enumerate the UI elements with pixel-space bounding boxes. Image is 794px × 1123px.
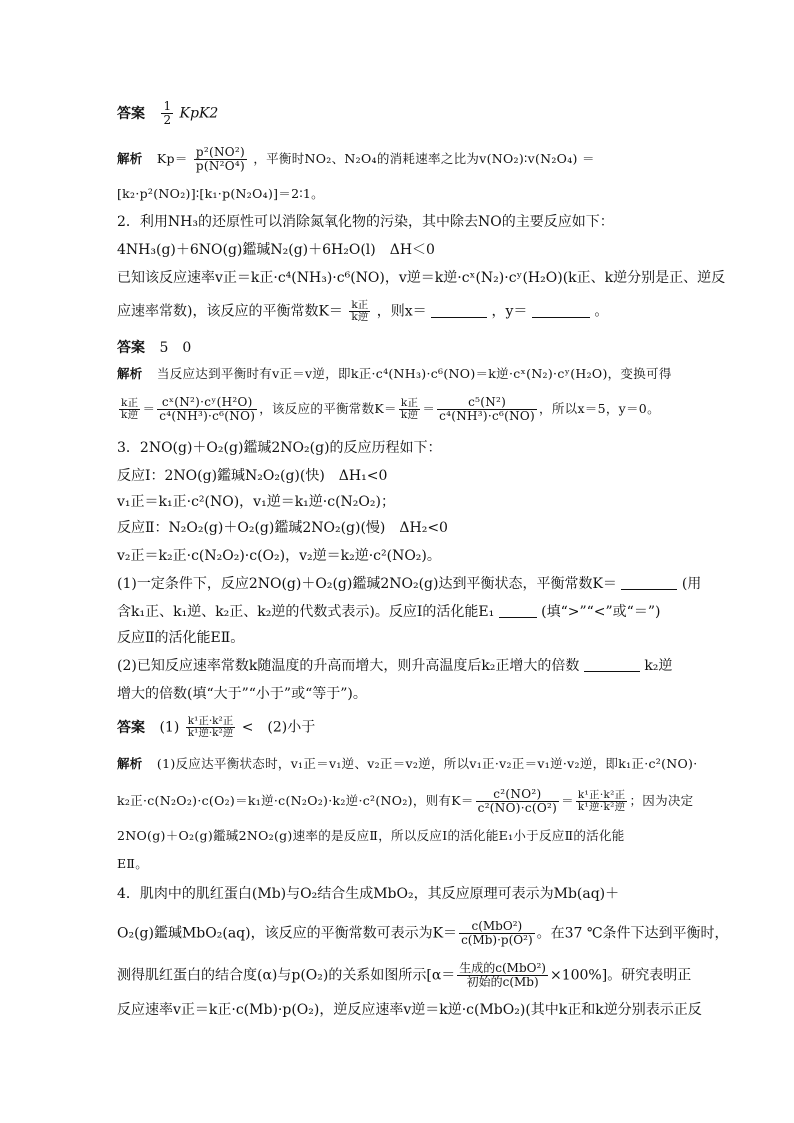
answer-label: 答案	[117, 340, 145, 356]
question-3-reaction-2: 反应Ⅱ：N₂O₂(g)＋O₂(g)鑑瑊2NO₂(g)(慢) ΔH₂<0	[117, 520, 448, 536]
answer-blank-e1[interactable]	[499, 603, 537, 618]
analysis-3-line-2: k₂正·c(N₂O₂)·c(O₂)＝k₁逆·c(N₂O₂)·k₂逆·c²(NO₂)，则有K＝ $\frac{\text{c²(NO²)}}{\text{c²(NO)·c(O²)}}$ ＝ $\frac{\text{k¹正·k²正}}{\text{k¹逆·k²逆}}$ ；因为决定	[117, 787, 694, 815]
answer-blank-compare[interactable]	[584, 657, 640, 672]
question-3-part-1: (1)一定条件下，反应2NO(g)＋O₂(g)鑑瑊2NO₂(g)达到平衡状态，平衡常数K＝ (用	[117, 576, 702, 592]
analysis-2-line-2: $\frac{\text{k正}}{\text{k逆}}$ ＝ $\frac{\text{cˣ(N²)·cʸ(H²O)}}{\text{c⁴(NH³)·c⁶(NO)}}$ ，该反应的平衡常数K＝ $\frac{\text{k正}}{\text{k逆}}$ ＝ $\frac{\text{c⁵(N²)}}{\text{c⁴(NH³)·c⁶(NO)}}$ ，所以x＝5，y＝0。	[121, 395, 660, 423]
question-3-part-2-end: 增大的倍数(填“大于”“小于”或“等于”)。	[117, 686, 367, 702]
analysis-1-line-2: [k₂·p²(NO₂)]∶[k₁·p(N₂O₄)]＝2∶1。	[117, 186, 324, 201]
question-2-line-1: 2．利用NH₃的还原性可以消除氮氧化物的污染，其中除去NO的主要反应如下：	[117, 214, 614, 230]
question-2-line-4: 应速率常数)，该反应的平衡常数K＝ $\frac{\text{k正}}{\text{k逆}}$ ，则x＝ ，y＝ 。	[117, 299, 609, 323]
analysis-1-line-1: 解析 Kp＝ $\frac{\text{p²(NO²)}}{\text{p(N²O⁴)}}$ ，平衡时NO₂、N₂O₄的消耗速率之比为v(NO₂)∶v(N₂O₄) ＝	[117, 145, 595, 173]
answer-2: 答案 5 0	[117, 340, 192, 356]
answer-1	[117, 100, 218, 127]
question-3-rate-2: v₂正＝k₂正·c(N₂O₂)·c(O₂)，v₂逆＝k₂逆·c²(NO₂)。	[117, 548, 441, 564]
equilibrium-constant-fraction: $\frac{\text{c(MbO²)}}{\text{c(Mb)·p(O²)}}$	[461, 919, 533, 947]
question-4-line-2: O₂(g)鑑瑊MbO₂(aq)，该反应的平衡常数可表示为K＝ $\frac{\text{c(MbO²)}}{\text{c(Mb)·p(O²)}}$ 。在37 ℃条件下达到平衡时，	[117, 919, 729, 947]
k-ratio-fraction: $\frac{\text{k正}}{\text{k逆}}$	[351, 299, 369, 323]
answer-1-expression: KpK2	[179, 105, 219, 122]
question-2-equation: 4NH₃(g)＋6NO(g)鑑瑊N₂(g)＋6H₂O(l) ΔH＜0	[117, 242, 435, 258]
question-3-part-2: (2)已知反应速率常数k随温度的升高而增大，则升高温度后k₂正增大的倍数 k₂逆	[117, 658, 673, 674]
k-ratio-fraction: $\frac{\text{k正}}{\text{k逆}}$	[400, 397, 419, 421]
k-product-fraction: $\frac{\text{k¹正·k²正}}{\text{k¹逆·k²逆}}$	[187, 715, 234, 739]
question-3-part-1-end: 反应Ⅱ的活化能EⅡ。	[117, 630, 245, 646]
question-3-line-1: 3．2NO(g)＋O₂(g)鑑瑊2NO₂(g)的反应历程如下：	[117, 440, 442, 456]
analysis-label: 解析	[117, 756, 143, 771]
kp-fraction: $\frac{\text{p²(NO²)}}{\text{p(N²O⁴)}}$	[195, 145, 246, 173]
k-product-fraction: $\frac{\text{k¹正·k²正}}{\text{k¹逆·k²逆}}$	[577, 789, 626, 813]
analysis-3-line-3: 2NO(g)＋O₂(g)鑑瑊2NO₂(g)速率的是反应Ⅱ，所以反应Ⅰ的活化能E₁小于反应Ⅱ的活化能	[117, 828, 625, 843]
equilibrium-fraction: $\frac{\text{c⁵(N²)}}{\text{c⁴(NH³)·c⁶(NO)}}$	[439, 395, 536, 423]
question-3-reaction-1: 反应Ⅰ：2NO(g)鑑瑊N₂O₂(g)(快) ΔH₁<0	[117, 468, 388, 484]
binding-degree-fraction: $\frac{\text{生成的c(MbO²)}}{\text{初始的c(Mb)}}$	[459, 961, 546, 989]
question-3-rate-1: v₁正＝k₁正·c²(NO)，v₁逆＝k₁逆·c(N₂O₂)；	[117, 494, 395, 510]
question-3-part-1-cont: 含k₁正、k₁逆、k₂正、k₂逆的代数式表示)。反应Ⅰ的活化能E₁ (填“>”“<”或“＝”)	[117, 604, 661, 620]
analysis-3-line-4: EⅡ。	[117, 856, 149, 871]
answer-label: 答案	[117, 105, 145, 122]
question-4-line-4: 反应速率v正＝k正·c(Mb)·p(O₂)，逆反应速率v逆＝k逆·c(MbO₂)(其中k正和k逆分别表示正反	[117, 1002, 702, 1018]
fraction-half: $\frac{1}{2}$	[163, 99, 172, 127]
answer-label: 答案	[117, 719, 145, 736]
concentration-fraction: $\frac{\text{cˣ(N²)·cʸ(H²O)}}{\text{c⁴(NH³)·c⁶(NO)}}$	[159, 395, 256, 423]
analysis-3-line-1: 解析 (1)反应达平衡状态时，v₁正＝v₁逆、v₂正＝v₂逆，所以v₁正·v₂正＝v₁逆·v₂逆，即k₁正·c²(NO)·	[117, 756, 698, 771]
question-2-line-3: 已知该反应速率v正＝k正·c⁴(NH₃)·c⁶(NO)，v逆＝k逆·cˣ(N₂)·cʸ(H₂O)(k正、k逆分别是正、逆反	[117, 270, 726, 286]
answer-3: 答案 (1) $\frac{\text{k¹正·k²正}}{\text{k¹逆·k²逆}}$ < (2)小于	[117, 715, 316, 739]
question-4-line-1: 4．肌肉中的肌红蛋白(Mb)与O₂结合生成MbO₂，其反应原理可表示为Mb(aq)＋	[117, 886, 620, 902]
k-ratio-fraction: $\frac{\text{k正}}{\text{k逆}}$	[121, 397, 139, 421]
analysis-label: 解析	[117, 151, 143, 166]
answer-blank-x[interactable]	[431, 303, 487, 318]
concentration-fraction: $\frac{\text{c²(NO²)}}{\text{c²(NO)·c(O²)}}$	[477, 787, 558, 815]
answer-blank-y[interactable]	[532, 303, 590, 318]
answer-blank-k[interactable]	[621, 575, 677, 590]
analysis-label: 解析	[117, 366, 143, 381]
analysis-2-line-1: 解析 当反应达到平衡时有v正＝v逆，即k正·c⁴(NH₃)·c⁶(NO)＝k逆·cˣ(N₂)·cʸ(H₂O)，变换可得	[117, 366, 672, 381]
question-4-line-3: 测得肌红蛋白的结合度(α)与p(O₂)的关系如图所示[α＝ $\frac{\text{生成的c(MbO²)}}{\text{初始的c(Mb)}}$ ×100%]。研究表明正	[117, 961, 692, 989]
